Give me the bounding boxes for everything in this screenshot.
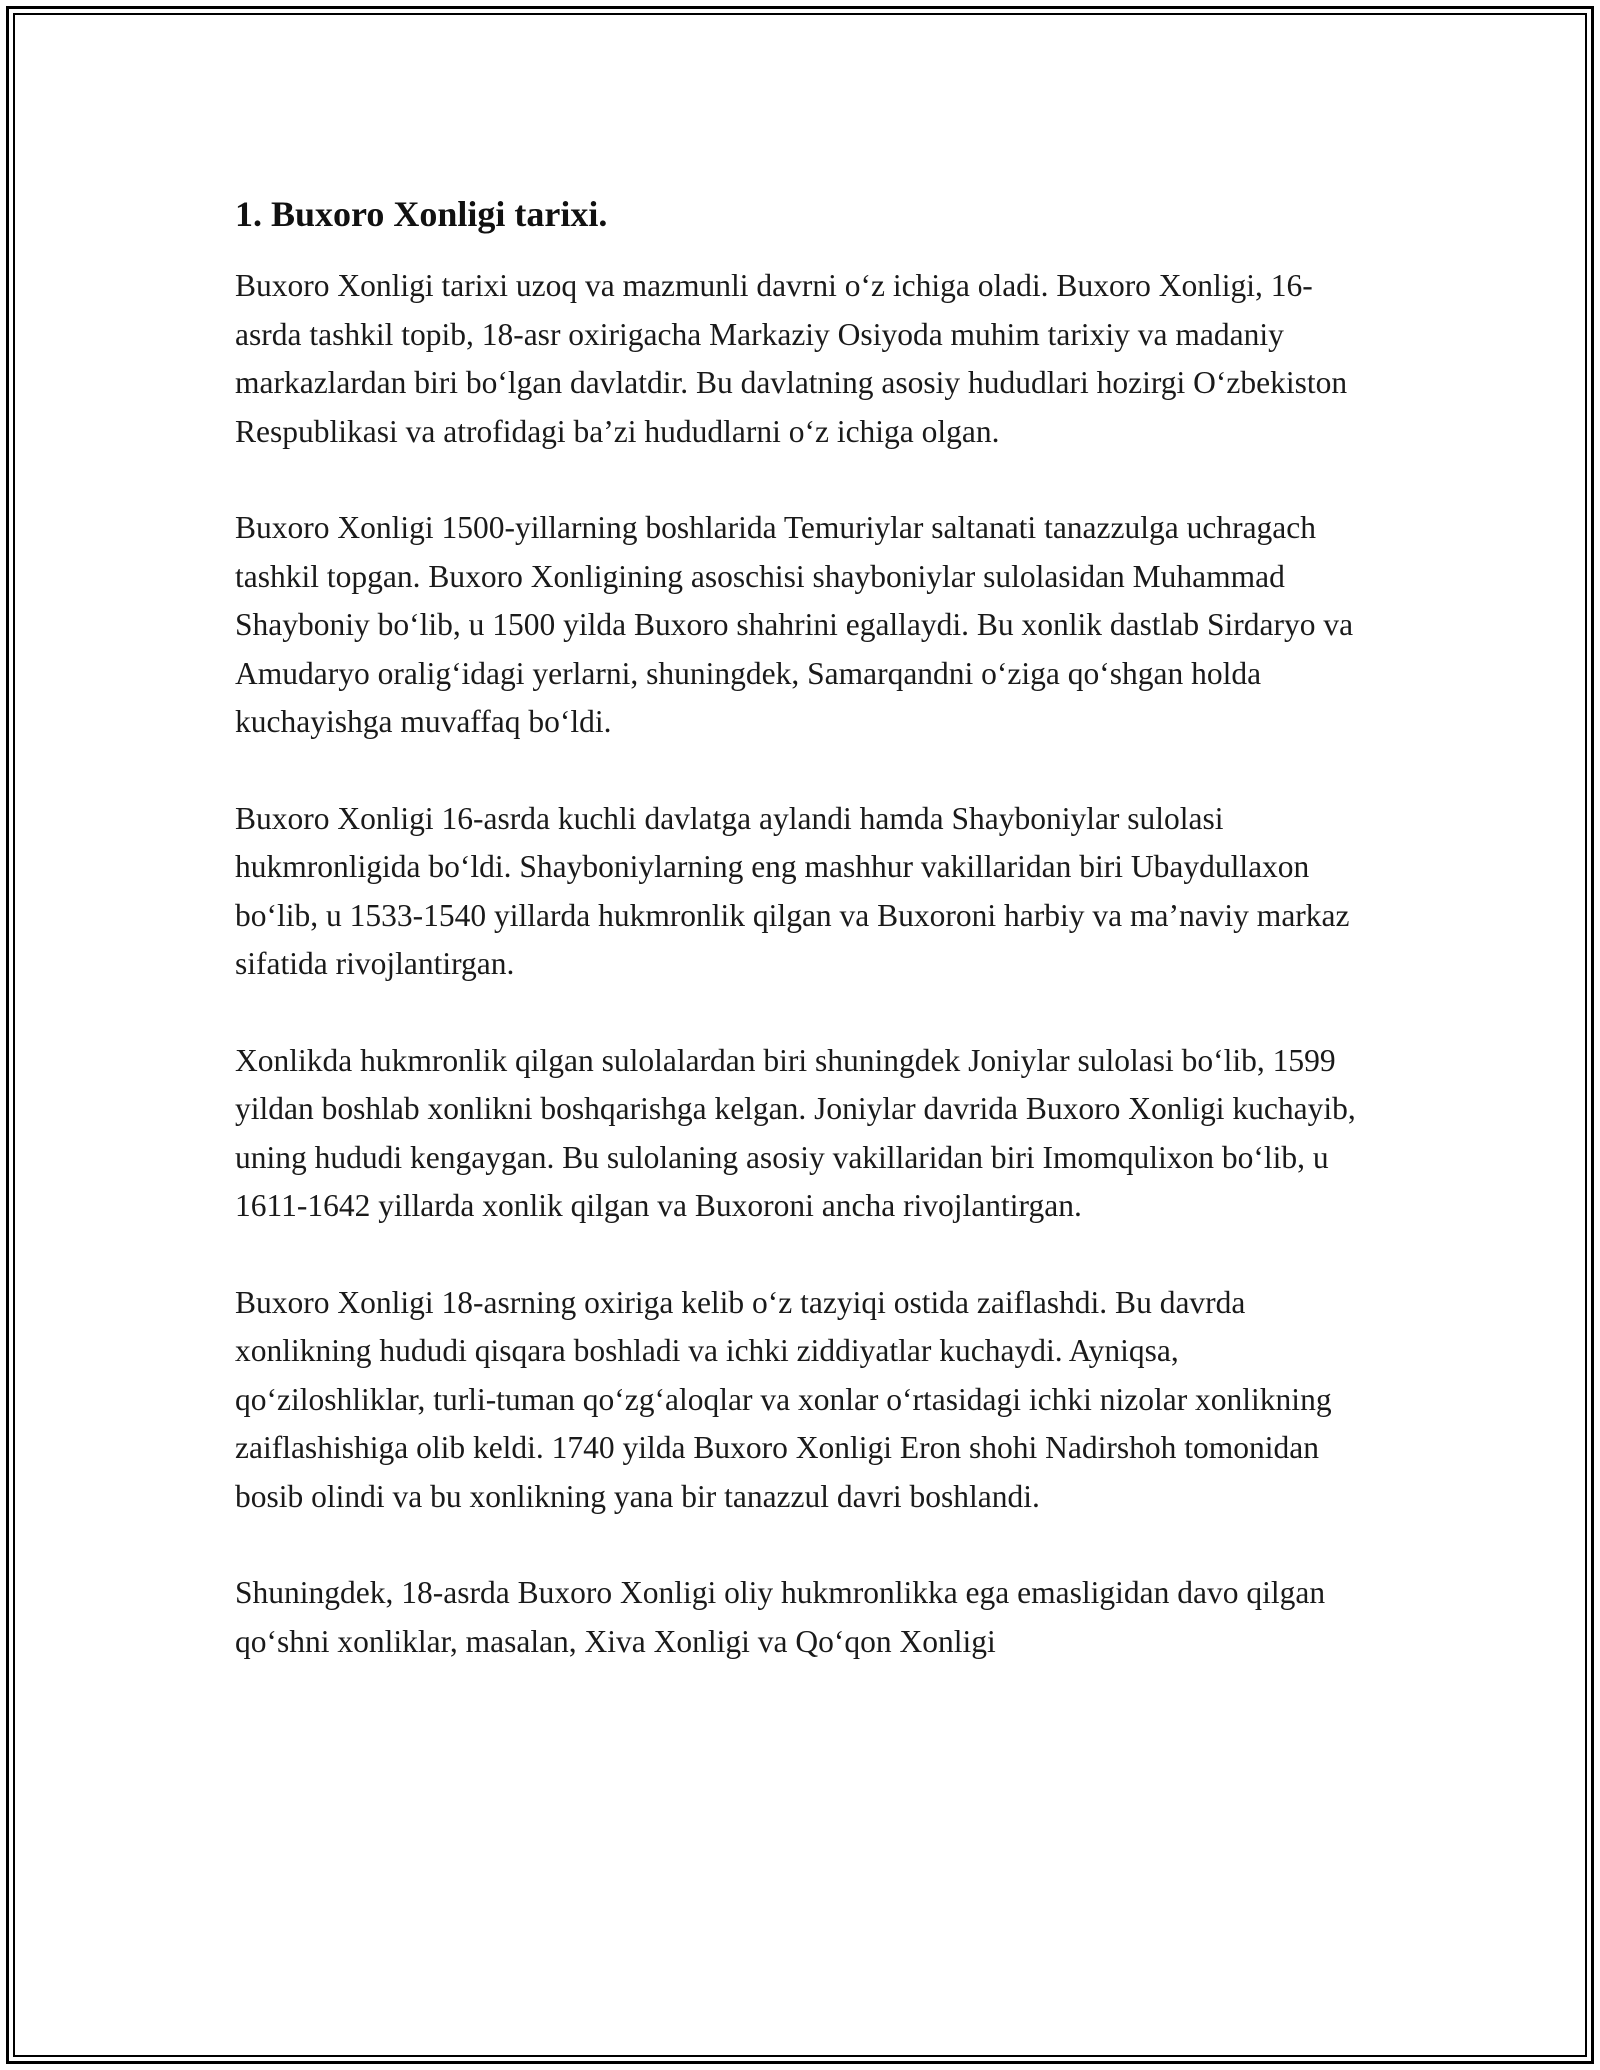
paragraph-2: Buxoro Xonligi 1500-yillarning boshlarida Temuriylar saltanati tanazzulga uchragach tashkil topgan. Buxoro Xonligining asoschisi shayboniylar sulolasidan Muhammad Shayboniy bo‘lib, u 1500 yilda Buxoro shahrini egallaydi. Bu xonlik dastlab Sirdaryo va Amudaryo oralig‘idagi yerlarni, shuningdek, Samarqandni o‘ziga qo‘shgan holda kuchayishga muvaffaq bo‘ldi. (235, 510, 1354, 739)
paragraph-5: Buxoro Xonligi 18-asrning oxiriga kelib o‘z tazyiqi ostida zaiflashdi. Bu davrda xonlikning hududi qisqara boshladi va ichki ziddiyatlar kuchaydi. Ayniqsa, qo‘ziloshliklar, turli-tuman qo‘zg‘aloqlar va xonlar o‘rtasidagi ichki nizolar xonlikning zaiflashishiga olib keldi. 1740 yilda Buxoro Xonligi Eron shohi Nadirshoh tomonidan bosib olindi va bu xonlikning yana bir tanazzul davri boshlandi. (235, 1284, 1332, 1514)
paragraph-1: Buxoro Xonligi tarixi uzoq va mazmunli davrni o‘z ichiga oladi. Buxoro Xonligi, 16-asrda tashkil topib, 18-asr oxirigacha Markaziy Osiyoda muhim tarixiy va madaniy markazlardan biri bo‘lgan davlatdir. Bu davlatning asosiy hududlari hozirgi O‘zbekiston Respublikasi va atrofidagi ba’zi hududlarni o‘z ichiga olgan. (235, 268, 1348, 449)
paragraph-3: Buxoro Xonligi 16-asrda kuchli davlatga aylandi hamda Shayboniylar sulolasi hukmronligida bo‘ldi. Shayboniylarning eng mashhur vakillaridan biri Ubaydullaxon bo‘lib, u 1533-1540 yillarda hukmronlik qilgan va Buxoroni harbiy va ma’naviy markaz sifatida rivojlantirgan. (235, 800, 1350, 981)
document-body (235, 188, 1375, 1714)
section-heading: 1. Buxoro Xonligi tarixi. (235, 194, 608, 234)
paragraph-6: Shuningdek, 18-asrda Buxoro Xonligi oliy hukmronlikka ega emasligidan davo qilgan qo‘shni xonliklar, masalan, Xiva Xonligi va Qo‘qon Xonligi (235, 1575, 1326, 1659)
paragraph-4: Xonlikda hukmronlik qilgan sulolalardan biri shuningdek Joniylar sulolasi bo‘lib, 1599 yildan boshlab xonlikni boshqarishga kelgan. Joniylar davrida Buxoro Xonligi kuchayib, uning hududi kengaygan. Bu sulolaning asosiy vakillaridan biri Imomqulixon bo‘lib, u 1611-1642 yillarda xonlik qilgan va Buxoroni ancha rivojlantirgan. (235, 1042, 1356, 1223)
